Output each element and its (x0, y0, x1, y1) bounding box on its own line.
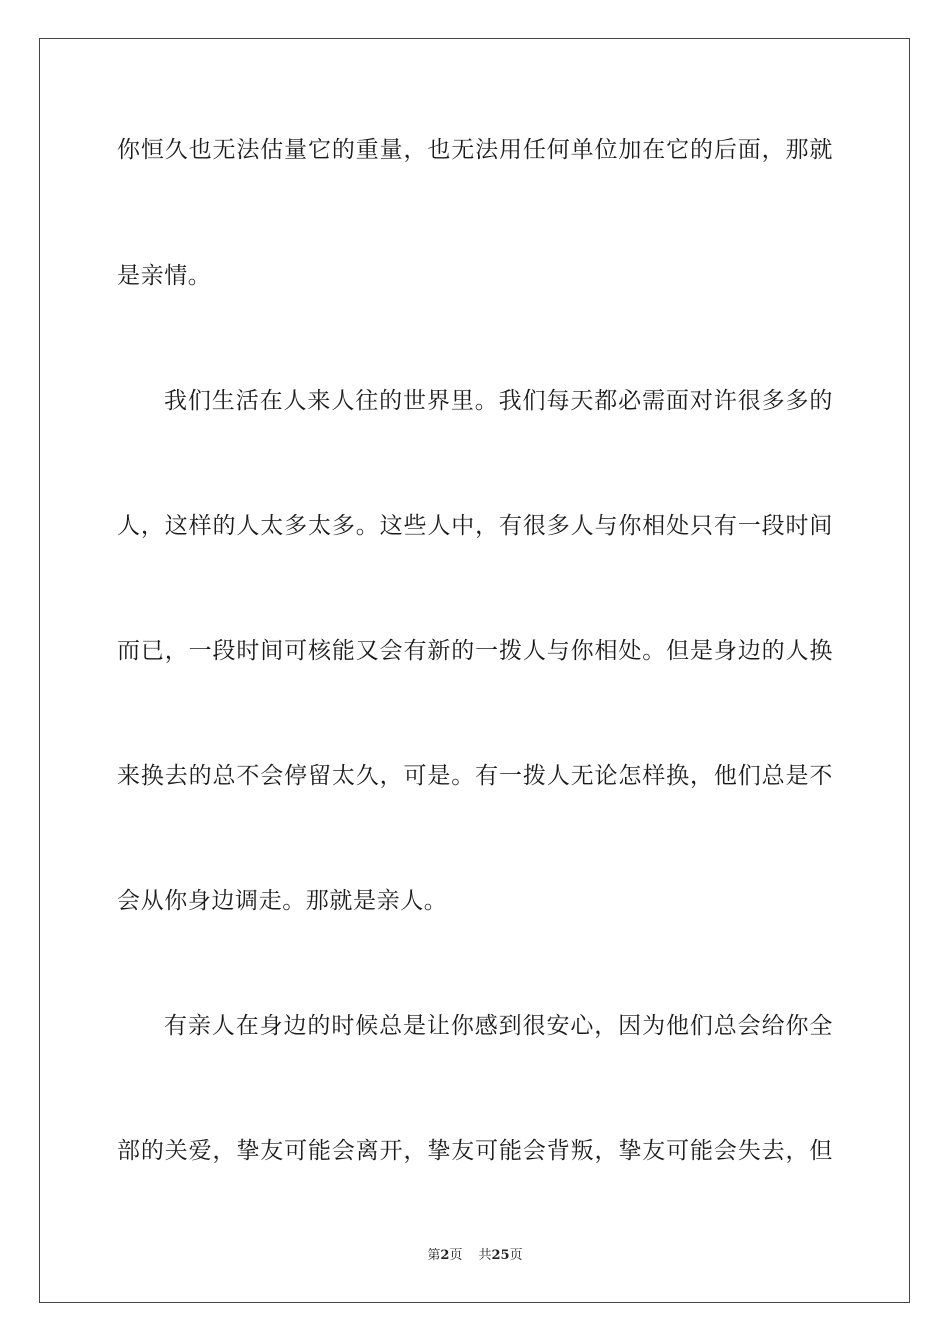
total-pages: 25 (491, 1248, 510, 1263)
text-line: 你恒久也无法估量它的重量，也无法用任何单位加在它的后面，那就 (117, 137, 833, 163)
text-line: 是亲情。 (117, 263, 212, 289)
page-number: 2 (440, 1248, 450, 1263)
text-line: 来换去的总不会停留太久，可是。有一拨人无论怎样换，他们总是不 (117, 763, 833, 789)
page-footer (0, 1248, 950, 1264)
total-suffix: 页 (509, 1248, 523, 1263)
text-line: 人，这样的人太多太多。这些人中，有很多人与你相处只有一段时间 (117, 513, 833, 539)
page-prefix: 第 (427, 1248, 441, 1263)
paragraph-start-line: 有亲人在身边的时候总是让你感到很安心，因为他们总会给你全 (164, 1013, 833, 1039)
text-line: 部的关爱，挚友可能会离开，挚友可能会背叛，挚友可能会失去，但 (117, 1138, 833, 1164)
page-border (39, 38, 910, 1303)
page-suffix: 页 (449, 1248, 463, 1263)
text-line: 会从你身边调走。那就是亲人。 (117, 888, 448, 914)
paragraph-start-line: 我们生活在人来人往的世界里。我们每天都必需面对许很多多的 (164, 388, 833, 414)
total-prefix: 共 (478, 1248, 492, 1263)
text-line: 而已，一段时间可核能又会有新的一拨人与你相处。但是身边的人换 (117, 638, 833, 664)
